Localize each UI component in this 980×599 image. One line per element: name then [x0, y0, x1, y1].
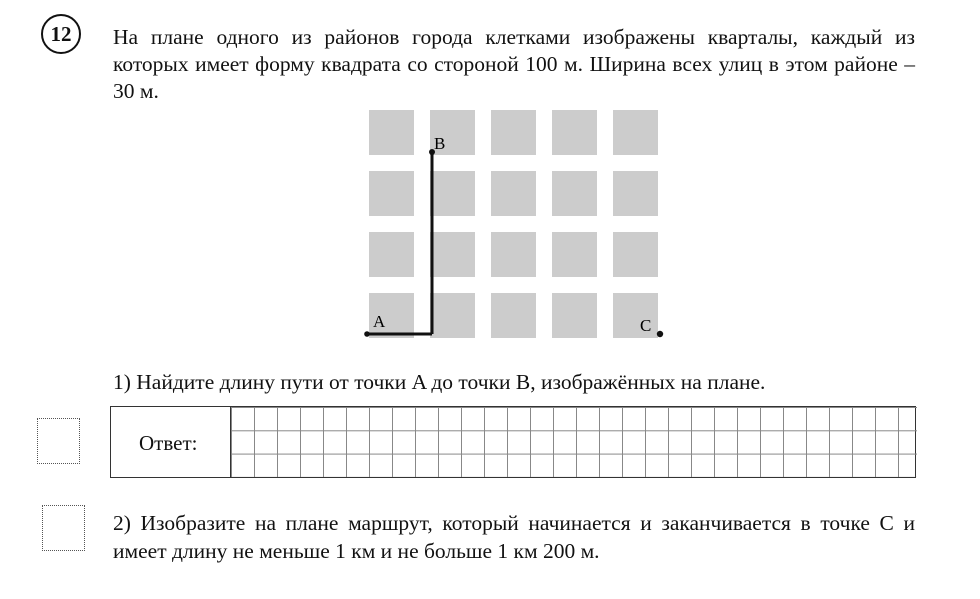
city-block — [552, 293, 597, 338]
city-block — [491, 232, 536, 277]
city-block — [613, 171, 658, 216]
city-block — [369, 171, 414, 216]
question-2-text: 2) Изобразите на плане маршрут, который начинается и заканчивается в точке C и имеет длину не меньше 1 км и не больше 1 км 200 м. — [113, 511, 915, 563]
city-block — [430, 293, 475, 338]
answer-box — [110, 406, 916, 478]
city-block — [552, 110, 597, 155]
answer-label: Ответ: — [139, 431, 198, 455]
city-block — [613, 110, 658, 155]
point-c-dot — [657, 331, 663, 337]
score-checkbox-1[interactable] — [37, 418, 80, 464]
city-block — [491, 110, 536, 155]
question-1-text: 1) Найдите длину пути от точки A до точки B, изображённых на плане. — [113, 370, 766, 394]
city-block — [430, 232, 475, 277]
city-block — [552, 171, 597, 216]
city-block — [613, 232, 658, 277]
point-b-label: B — [434, 134, 446, 153]
city-block — [552, 232, 597, 277]
task-intro-text: На плане одного из районов города клетками изображены кварталы, каждый из которых имеет форму квадрата со стороной 100 м. Ширина всех улиц в этом районе – 30 м. — [113, 25, 915, 103]
answer-input-grid[interactable] — [230, 407, 917, 477]
point-a-label: A — [373, 312, 386, 331]
point-a-dot — [364, 331, 370, 337]
city-block — [369, 232, 414, 277]
task-number: 12 — [41, 14, 81, 54]
city-block — [491, 171, 536, 216]
city-block — [430, 171, 475, 216]
point-c-label: C — [640, 316, 652, 335]
city-plan — [360, 108, 670, 344]
city-block — [491, 293, 536, 338]
score-checkbox-2[interactable] — [42, 505, 85, 551]
blocks-group — [369, 110, 658, 338]
city-block — [369, 110, 414, 155]
